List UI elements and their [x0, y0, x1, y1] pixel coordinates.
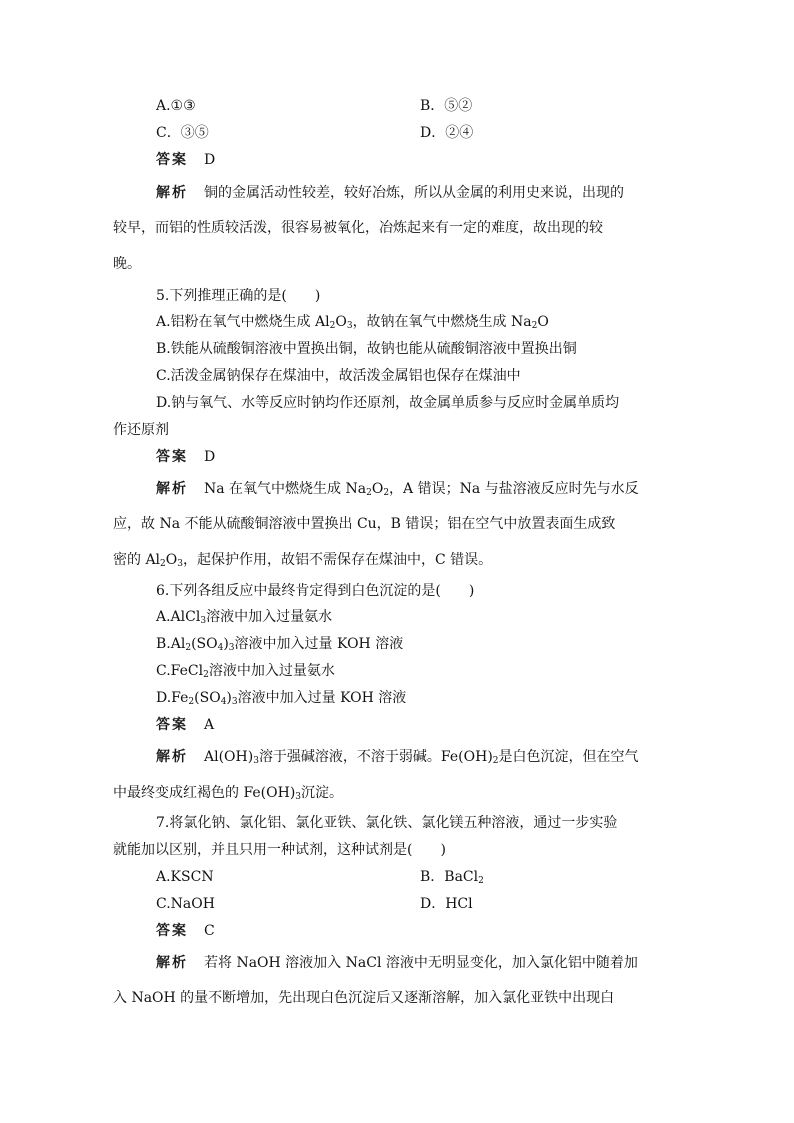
q5-answer-line [156, 447, 215, 467]
q5-analysis-line-1: 解析 Na 在氧气中燃烧生成 $Na_2O_2$，A 错误；Na 与盐溶液反应时先与水反 [156, 481, 639, 498]
answer-label: 答案 [156, 449, 188, 465]
q7-option-a: A.KSCN [156, 869, 214, 885]
q7-answer-line [156, 921, 215, 941]
q5-option-b: B.铁能从硫酸铜溶液中置换出铜，故钠也能从硫酸铜溶液中置换出铜 [156, 341, 577, 357]
q6-stem: 6.下列各组反应中最终肯定得到白色沉淀的是( ) [156, 583, 475, 599]
analysis-label: 解析 [156, 955, 188, 971]
q6-answer-line [156, 715, 214, 735]
q4-analysis-line-1 [156, 183, 624, 203]
q7-analysis-line-1: 解析 若将 NaOH 溶液加入 NaCl 溶液中无明显变化，加入氯化铝中随着加 [156, 955, 638, 971]
q5-option-c: C.活泼金属钠保存在煤油中，故活泼金属铝也保存在煤油中 [156, 368, 521, 384]
q4-analysis-line-2: 较早，而铝的性质较活泼，很容易被氧化，冶炼起来有一定的难度，故出现的较 [113, 220, 603, 236]
q4-analysis-line-3: 晚。 [113, 256, 141, 272]
q5-stem: 5.下列推理正确的是( ) [156, 288, 321, 304]
analysis-label: 解析 [156, 185, 188, 201]
q6-analysis-line-1: 解析 $Al(OH)_3$溶于强碱溶液，不溶于弱碱。$Fe(OH)_2$是白色沉淀，但在空气 [156, 749, 639, 766]
q7-option-b: B．BaCl$_2$ [420, 869, 484, 886]
q6-option-b: $B.Al_2(SO_4)_3$溶液中加入过量 KOH 溶液 [156, 636, 404, 653]
q4-answer-line [156, 150, 215, 170]
q4-answer: D [204, 152, 216, 168]
q5-option-a: A.铝粉在氧气中燃烧生成 $Al_2O_3$，故钠在氧气中燃烧生成 $Na_2O$ [156, 314, 549, 331]
q5-analysis-line-2: 应，故 Na 不能从硫酸铜溶液中置换出 Cu，B 错误；铝在空气中放置表面生成致 [113, 516, 616, 532]
q6-option-d: $D.Fe_2(SO_4)_3$溶液中加入过量 KOH 溶液 [156, 690, 407, 707]
q6-answer: A [204, 717, 215, 733]
q7-stem-line-2: 就能加以区别，并且只用一种试剂，这种试剂是( ) [113, 842, 446, 858]
q7-stem-line-1: 7.将氯化钠、氯化铝、氯化亚铁、氯化铁、氯化镁五种溶液，通过一步实验 [156, 815, 618, 831]
q4-option-b: B．⑤② [420, 98, 473, 114]
analysis-label: 解析 [156, 749, 188, 765]
q7-answer: C [204, 923, 215, 939]
q4-option-a: A.①③ [156, 98, 196, 114]
q5-option-d-line-2: 作还原剂 [113, 422, 169, 438]
q5-answer: D [204, 449, 216, 465]
q4-option-c: C．③⑤ [156, 125, 209, 141]
q6-option-a: A.AlCl$_3$溶液中加入过量氨水 [156, 609, 333, 626]
q6-option-c: C.FeCl$_2$溶液中加入过量氨水 [156, 663, 335, 680]
answer-label: 答案 [156, 923, 188, 939]
answer-label: 答案 [156, 717, 188, 733]
q5-analysis-line-3: 密的 $Al_2O_3$，起保护作用，故铝不需保存在煤油中，C 错误。 [113, 552, 493, 569]
q6-analysis-line-2: 中最终变成红褐色的 $Fe(OH)_3$沉淀。 [113, 785, 344, 802]
q4-option-d: D．②④ [420, 125, 474, 141]
answer-label: 答案 [156, 152, 188, 168]
analysis-label: 解析 [156, 481, 188, 497]
q7-option-d: D．HCl [420, 896, 473, 912]
q4-analysis-text-1: 铜的金属活动性较差，较好冶炼，所以从金属的利用史来说，出现的 [204, 185, 624, 201]
q7-analysis-line-2: 入 NaOH 的量不断增加，先出现白色沉淀后又逐渐溶解，加入氯化亚铁中出现白 [113, 990, 615, 1006]
q7-option-c: C.NaOH [156, 896, 215, 912]
q5-option-d-line-1: D.钠与氧气、水等反应时钠均作还原剂，故金属单质参与反应时金属单质均 [156, 395, 620, 411]
